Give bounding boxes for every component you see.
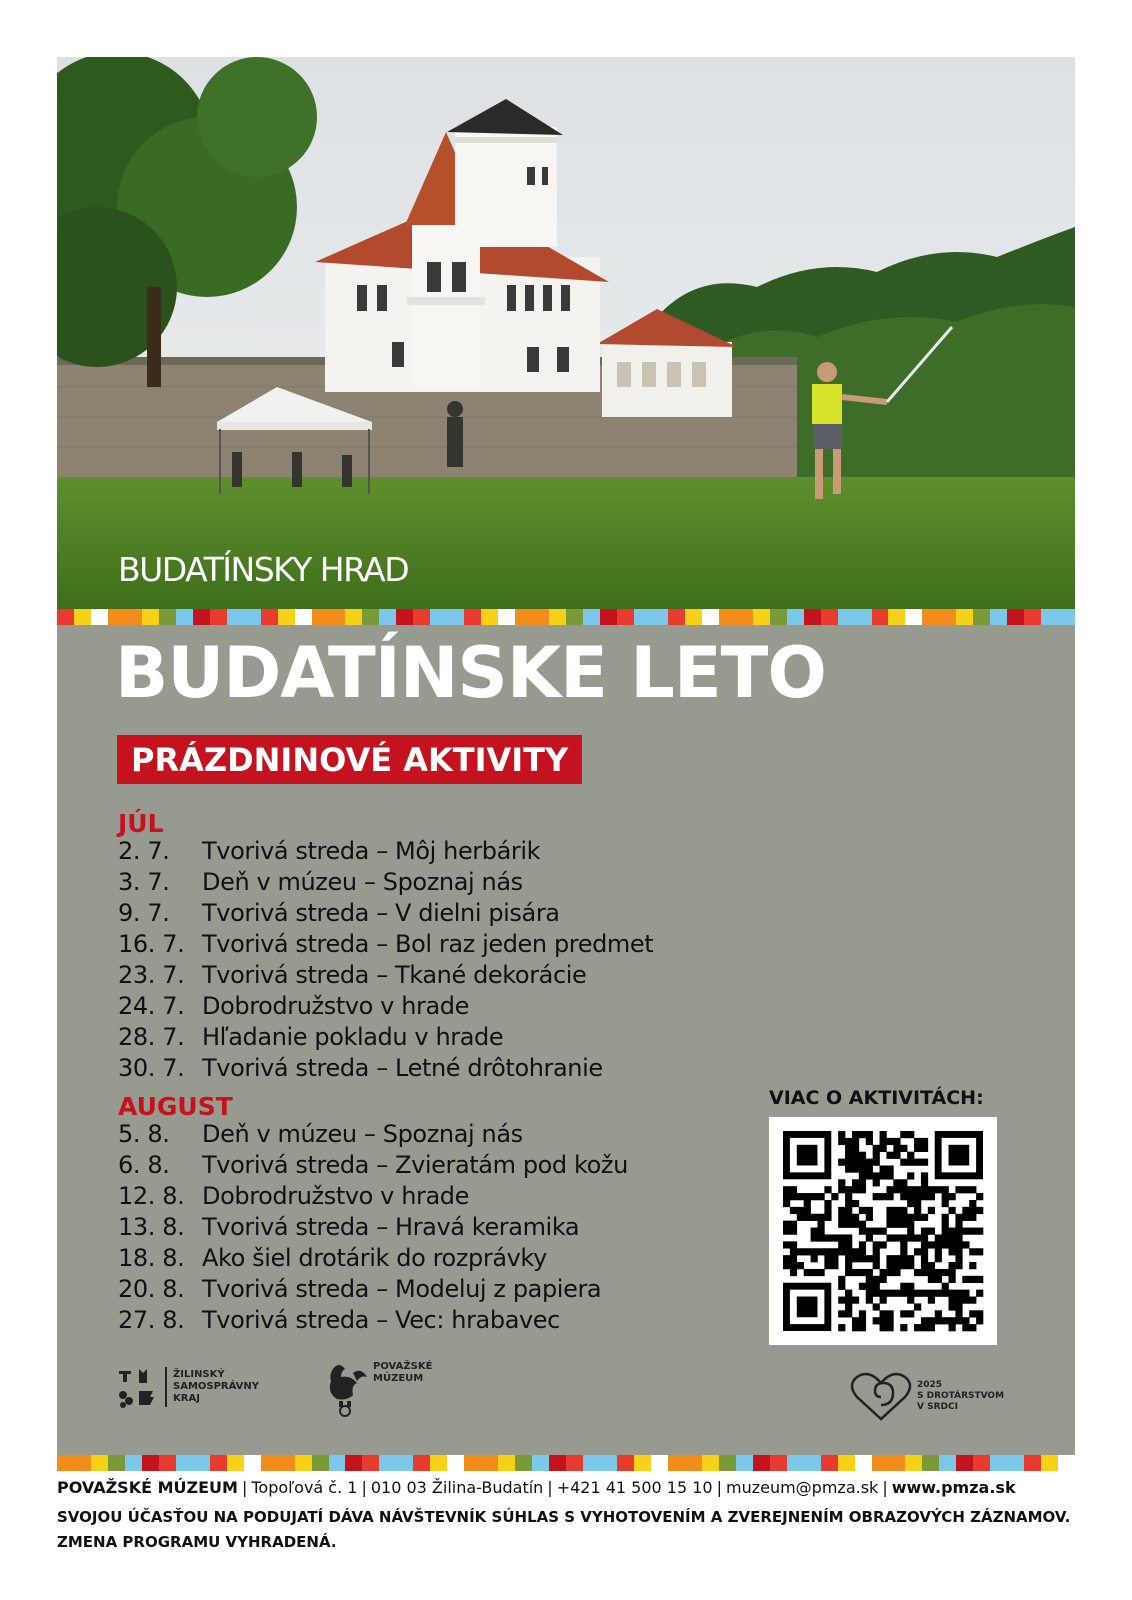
stripe-segment: [193, 609, 210, 625]
zsk-line-3: KRAJ: [173, 1393, 200, 1404]
list-item: [118, 1181, 628, 1212]
stripe-segment: [430, 1455, 447, 1471]
stripe-segment: [583, 609, 600, 625]
stripe-segment: [244, 1455, 261, 1471]
list-item: [118, 1053, 653, 1084]
stripe-segment: [821, 609, 838, 625]
qr-label: VIAC O AKTIVITÁCH:: [769, 1087, 984, 1109]
stripe-segment: [990, 609, 1007, 625]
stripe-segment: [515, 609, 532, 625]
footer-notice: [57, 1505, 1070, 1555]
event-date: 20. 8.: [118, 1275, 185, 1303]
stripe-segment: [193, 1455, 210, 1471]
stripe-segment: [617, 1455, 634, 1471]
stripe-segment: [295, 609, 312, 625]
castle-photo: [57, 57, 1075, 609]
stripe-segment: [939, 609, 956, 625]
stripe-segment: [956, 609, 973, 625]
stripe-segment: [821, 1455, 838, 1471]
castle-label: BUDATÍNSKY HRAD: [118, 550, 409, 589]
stripe-segment: [719, 609, 736, 625]
event-name: Deň v múzeu – Spoznaj nás: [202, 1120, 523, 1148]
stripe-segment: [1024, 609, 1041, 625]
list-item: [118, 1212, 628, 1243]
event-date: 16. 7.: [118, 930, 185, 958]
stripe-segment: [668, 1455, 685, 1471]
stripe-segment: [345, 1455, 362, 1471]
stripe-segment: [787, 609, 804, 625]
page-title: BUDATÍNSKE LETO: [115, 632, 826, 714]
month-july: JÚL: [118, 809, 164, 838]
event-name: Tvorivá streda – Tkané dekorácie: [202, 961, 587, 989]
stripe-segment: [549, 1455, 566, 1471]
stripe-segment: [498, 1455, 515, 1471]
stripe-segment: [1041, 609, 1058, 625]
stripe-segment: [770, 1455, 787, 1471]
stripe-segment: [57, 609, 74, 625]
stripe-segment: [329, 1455, 346, 1471]
stripe-segment: [872, 609, 889, 625]
stripe-segment: [685, 609, 702, 625]
stripe-segment: [804, 609, 821, 625]
stripe-segment: [939, 1455, 956, 1471]
list-item: [118, 929, 653, 960]
stripe-segment: [1007, 609, 1024, 625]
stripe-segment: [379, 609, 396, 625]
stripe-segment: [617, 609, 634, 625]
zsk-coat-of-arms-icon: [115, 1365, 159, 1409]
stripe-segment: [430, 609, 447, 625]
stripe-segment: [261, 609, 278, 625]
stripe-segment: [329, 609, 346, 625]
stripe-segment: [838, 1455, 855, 1471]
stripe-segment: [142, 1455, 159, 1471]
event-name: Tvorivá streda – Vec: hrabavec: [202, 1306, 560, 1334]
rooster-icon: [323, 1359, 371, 1417]
event-date: 2. 7.: [118, 837, 170, 865]
stripe-segment: [872, 1455, 889, 1471]
stripe-segment: [413, 609, 430, 625]
stripe-segment: [770, 609, 787, 625]
stripe-segment: [278, 1455, 295, 1471]
drotarstvo-logo: [849, 1369, 1004, 1423]
footer-email[interactable]: muzeum@pmza.sk: [725, 1478, 879, 1497]
event-date: 3. 7.: [118, 868, 170, 896]
stripe-segment: [532, 609, 549, 625]
stripe-segment: [295, 1455, 312, 1471]
month-august: AUGUST: [118, 1092, 233, 1121]
stripe-segment: [719, 1455, 736, 1471]
footer-address: Topoľová č. 1: [251, 1478, 358, 1497]
stripe-segment: [702, 609, 719, 625]
event-date: 6. 8.: [118, 1151, 170, 1179]
stripe-segment: [312, 609, 329, 625]
list-item: [118, 1022, 653, 1053]
stripe-segment: [498, 609, 515, 625]
stripe-segment: [142, 609, 159, 625]
poster: [57, 57, 1075, 1471]
stripe-segment: [736, 609, 753, 625]
event-name: Tvorivá streda – Letné drôtohranie: [202, 1054, 603, 1082]
stripe-segment: [108, 1455, 125, 1471]
stripe-segment: [244, 609, 261, 625]
decorative-stripe-bottom: [57, 1455, 1075, 1471]
stripe-segment: [905, 609, 922, 625]
stripe-segment: [481, 1455, 498, 1471]
stripe-segment: [804, 1455, 821, 1471]
stripe-segment: [1041, 1455, 1058, 1471]
stripe-segment: [753, 1455, 770, 1471]
stripe-segment: [464, 1455, 481, 1471]
stripe-segment: [447, 1455, 464, 1471]
stripe-segment: [973, 609, 990, 625]
event-name: Tvorivá streda – Môj herbárik: [202, 837, 541, 865]
stripe-segment: [227, 609, 244, 625]
list-item: [118, 991, 653, 1022]
stripe-segment: [600, 609, 617, 625]
drotar-line-1: 2025: [917, 1379, 943, 1390]
list-item: [118, 867, 653, 898]
stripe-segment: [413, 1455, 430, 1471]
event-date: 30. 7.: [118, 1054, 185, 1082]
stripe-segment: [634, 1455, 651, 1471]
stripe-segment: [74, 1455, 91, 1471]
footer-contact: POVAŽSKÉ MÚZEUM | Topoľová č. 1 | 010 03 Žilina-Budatín | +421 41 500 15 10 | muzeum@pmza.sk | www.pmza.sk: [57, 1478, 1016, 1497]
stripe-segment: [481, 609, 498, 625]
event-name: Hľadanie pokladu v hrade: [202, 1023, 504, 1051]
drotar-line-2: S DROTÁRSTVOM: [917, 1390, 1005, 1401]
stripe-segment: [634, 609, 651, 625]
stripe-segment: [91, 1455, 108, 1471]
stripe-segment: [515, 1455, 532, 1471]
museum-line-1: POVAŽSKÉ: [373, 1361, 433, 1372]
qr-code-icon[interactable]: [769, 1117, 997, 1345]
event-date: 27. 8.: [118, 1306, 185, 1334]
stripe-segment: [566, 1455, 583, 1471]
list-item: [118, 1305, 628, 1336]
stripe-segment: [1058, 609, 1075, 625]
stripe-segment: [159, 609, 176, 625]
stripe-segment: [261, 1455, 278, 1471]
list-item: [118, 836, 653, 867]
stripe-segment: [888, 1455, 905, 1471]
list-item: [118, 1119, 628, 1150]
stripe-segment: [532, 1455, 549, 1471]
stripe-segment: [125, 609, 142, 625]
stripe-segment: [210, 1455, 227, 1471]
stripe-segment: [922, 609, 939, 625]
event-date: 18. 8.: [118, 1244, 185, 1272]
footer-notice-1: SVOJOU ÚČASŤOU NA PODUJATÍ DÁVA NÁVŠTEVNÍK SÚHLAS S VYHOTOVENÍM A ZVEREJNENÍM OBRAZOVÝCH ZÁZNAMOV.: [57, 1508, 1071, 1526]
footer-notice-2: ZMENA PROGRAMU VYHRADENÁ.: [57, 1533, 337, 1551]
list-item: [118, 1150, 628, 1181]
subtitle-badge: PRÁZDNINOVÉ AKTIVITY: [117, 735, 582, 784]
stripe-segment: [108, 609, 125, 625]
stripe-segment: [905, 1455, 922, 1471]
stripe-segment: [74, 609, 91, 625]
zsk-line-2: SAMOSPRÁVNY: [173, 1381, 260, 1392]
povazske-muzeum-logo: [323, 1359, 432, 1417]
stripe-segment: [159, 1455, 176, 1471]
list-item: [118, 1243, 628, 1274]
stripe-segment: [1024, 1455, 1041, 1471]
event-name: Dobrodružstvo v hrade: [202, 1182, 469, 1210]
heart-spiral-icon: [849, 1369, 913, 1423]
list-item: [118, 1274, 628, 1305]
event-date: 5. 8.: [118, 1120, 170, 1148]
event-name: Dobrodružstvo v hrade: [202, 992, 469, 1020]
stripe-segment: [855, 609, 872, 625]
event-date: 12. 8.: [118, 1182, 185, 1210]
zsk-line-1: ŽILINSKÝ: [173, 1369, 225, 1380]
stripe-segment: [396, 609, 413, 625]
stripe-segment: [787, 1455, 804, 1471]
event-name: Tvorivá streda – Hravá keramika: [202, 1213, 580, 1241]
stripe-segment: [125, 1455, 142, 1471]
stripe-segment: [973, 1455, 990, 1471]
event-date: 13. 8.: [118, 1213, 185, 1241]
stripe-segment: [176, 609, 193, 625]
stripe-segment: [210, 609, 227, 625]
event-date: 9. 7.: [118, 899, 170, 927]
stripe-segment: [1007, 1455, 1024, 1471]
stripe-segment: [702, 1455, 719, 1471]
event-name: Deň v múzeu – Spoznaj nás: [202, 868, 523, 896]
stripe-segment: [651, 609, 668, 625]
decorative-stripe-top: [57, 609, 1075, 625]
footer-web[interactable]: www.pmza.sk: [891, 1478, 1016, 1497]
stripe-segment: [651, 1455, 668, 1471]
stripe-segment: [396, 1455, 413, 1471]
stripe-segment: [312, 1455, 329, 1471]
event-name: Tvorivá streda – Bol raz jeden predmet: [202, 930, 654, 958]
stripe-segment: [379, 1455, 396, 1471]
july-event-list: [118, 836, 653, 1084]
stripe-segment: [362, 609, 379, 625]
footer-city: 010 03 Žilina-Budatín: [370, 1478, 544, 1497]
list-item: [118, 960, 653, 991]
stripe-segment: [600, 1455, 617, 1471]
stripe-segment: [464, 609, 481, 625]
august-event-list: [118, 1119, 628, 1336]
stripe-segment: [685, 1455, 702, 1471]
event-name: Tvorivá streda – V dielni pisára: [202, 899, 560, 927]
stripe-segment: [668, 609, 685, 625]
stripe-segment: [176, 1455, 193, 1471]
event-name: Ako šiel drotárik do rozprávky: [202, 1244, 547, 1272]
list-item: [118, 898, 653, 929]
stripe-segment: [345, 609, 362, 625]
stripe-segment: [990, 1455, 1007, 1471]
stripe-segment: [447, 609, 464, 625]
stripe-segment: [855, 1455, 872, 1471]
stripe-segment: [583, 1455, 600, 1471]
stripe-segment: [57, 1455, 74, 1471]
event-date: 24. 7.: [118, 992, 185, 1020]
stripe-segment: [753, 609, 770, 625]
footer-phone[interactable]: +421 41 500 15 10: [556, 1478, 713, 1497]
stripe-segment: [566, 609, 583, 625]
event-name: Tvorivá streda – Modeluj z papiera: [202, 1275, 602, 1303]
museum-line-2: MÚZEUM: [373, 1373, 424, 1384]
zsk-logo: [115, 1365, 259, 1409]
stripe-segment: [888, 609, 905, 625]
stripe-segment: [549, 609, 566, 625]
program-panel: [57, 625, 1075, 1455]
drotar-line-3: V SRDCI: [917, 1401, 958, 1412]
stripe-segment: [1058, 1455, 1075, 1471]
stripe-segment: [91, 609, 108, 625]
stripe-segment: [736, 1455, 753, 1471]
stripe-segment: [838, 609, 855, 625]
footer-org: POVAŽSKÉ MÚZEUM: [57, 1478, 238, 1497]
event-name: Tvorivá streda – Zvieratám pod kožu: [202, 1151, 628, 1179]
stripe-segment: [362, 1455, 379, 1471]
stripe-segment: [278, 609, 295, 625]
event-date: 23. 7.: [118, 961, 185, 989]
stripe-segment: [922, 1455, 939, 1471]
stripe-segment: [956, 1455, 973, 1471]
event-date: 28. 7.: [118, 1023, 185, 1051]
stripe-segment: [227, 1455, 244, 1471]
